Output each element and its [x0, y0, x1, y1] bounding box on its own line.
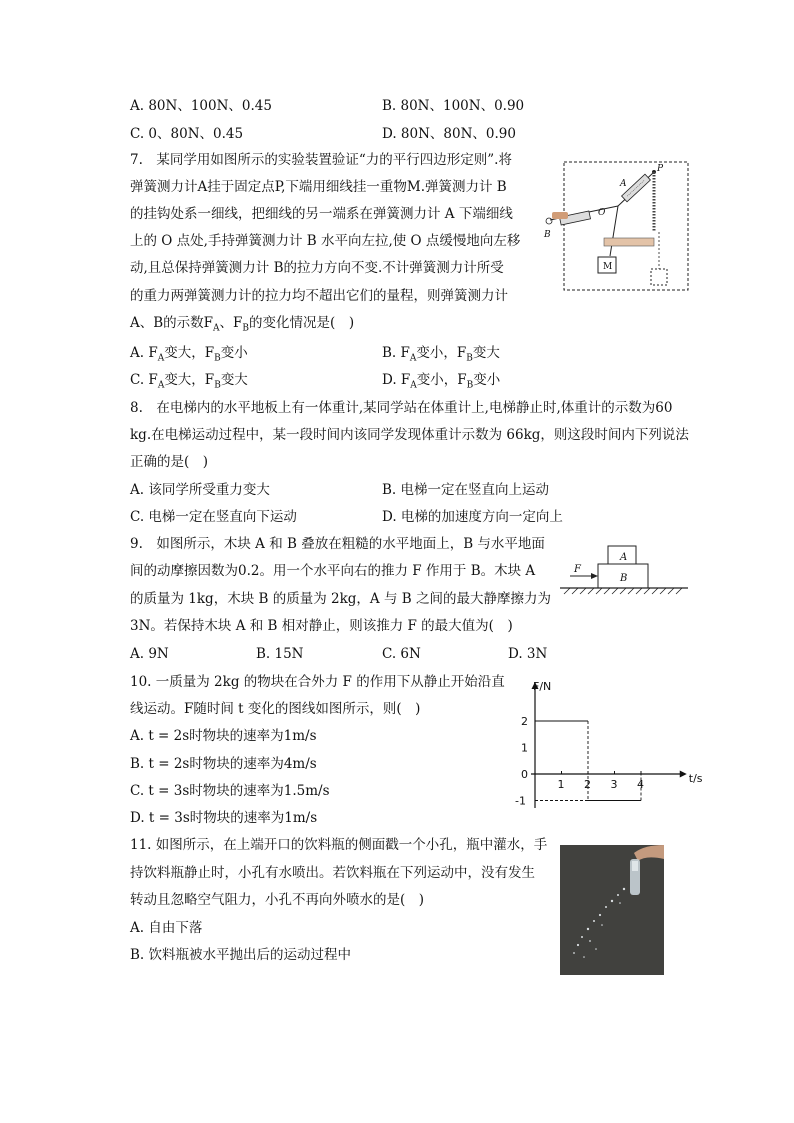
q9-ground-hatch — [564, 588, 682, 594]
q7-dashed-box — [651, 269, 667, 285]
q10-option-d: D. t = 3s时物块的速率为1m/s — [130, 810, 318, 826]
q6-option-d: D. 80N、80N、0.90 — [382, 126, 516, 142]
q7-hand-right — [604, 238, 654, 246]
q9-line-4: 3N。若保持木块 A 和 B 相对静止，则该推力 F 的最大值为( ) — [130, 618, 513, 634]
q8-line-1: 8. 在电梯内的水平地板上有一体重计,某同学站在体重计上,电梯静止时,体重计的示数为60 — [130, 400, 673, 416]
q9-option-a: A. 9N — [130, 646, 169, 662]
q7-option-c: C. $F_A$变大，$F_B$变大 — [130, 372, 248, 391]
q7-line-7: A、B的示数$F_A$、$F_B$的变化情况是( ) — [130, 315, 355, 334]
q7-line-3: 的挂钩处系一细线，把细线的另一端系在弹簧测力计 A 下端细线 — [130, 206, 513, 222]
q11-line-2: 持饮料瓶静止时，小孔有水喷出。若饮料瓶在下列运动中，没有发生 — [130, 865, 535, 881]
q7-label-b: B — [544, 230, 551, 240]
q9-label-b: B — [620, 573, 628, 584]
q11-bottle-photo — [560, 845, 664, 975]
q10-line-1: 10. 一质量为 2kg 的物块在合外力 F 的作用下从静止开始沿直 — [130, 674, 505, 690]
q10-option-c: C. t = 3s时物块的速率为1.5m/s — [130, 783, 330, 799]
q10-x-axis-arrow — [680, 771, 687, 778]
q9-arrow-head — [591, 573, 598, 579]
q8-line-3: 正确的是( ) — [130, 454, 209, 470]
q7-option-b: B. $F_A$变小，$F_B$变大 — [382, 345, 500, 364]
q10-x-tick-3: 3 — [610, 778, 618, 791]
q9-line-3: 的质量为 1kg，木块 B 的质量为 2kg，A 与 B 之间的最大静摩擦力为 — [130, 591, 551, 607]
q6-option-c: C. 0、80N、0.45 — [130, 126, 244, 142]
q9-option-d: D. 3N — [508, 646, 548, 662]
q7-label-m: M — [603, 262, 613, 272]
q8-option-a: A. 该同学所受重力变大 — [130, 482, 270, 498]
q7-label-p: P — [657, 164, 664, 174]
q7-label-o: O — [598, 208, 606, 218]
q10-option-b: B. t = 2s时物块的速率为4m/s — [130, 756, 317, 772]
q8-line-2: kg.在电梯运动过程中，某一段时间内该同学发现体重计示数为 66kg，则这段时间内下列说法 — [130, 427, 689, 443]
q7-line-5: 动,且总保持弹簧测力计 B的拉力方向不变.不计弹簧测力计所受 — [130, 260, 504, 276]
q6-option-a: A. 80N、100N、0.45 — [130, 98, 272, 114]
q7-line-2: 弹簧测力计A挂于固定点P,下端用细线挂一重物M.弹簧测力计 B — [130, 179, 507, 195]
q10-x-axis-label: t/s — [688, 772, 703, 785]
q10-option-a: A. t = 2s时物块的速率为1m/s — [130, 728, 317, 744]
q11-option-b: B. 饮料瓶被水平抛出后的运动过程中 — [130, 947, 352, 963]
q8-option-d: D. 电梯的加速度方向一定向上 — [382, 509, 563, 525]
q7-string-om — [610, 206, 618, 256]
q9-label-f: F — [574, 564, 581, 575]
q8-option-b: B. 电梯一定在竖直向上运动 — [382, 482, 550, 498]
q9-option-c: C. 6N — [382, 646, 421, 662]
q11-option-a: A. 自由下落 — [130, 920, 203, 936]
q10-x-tick-1: 1 — [557, 778, 565, 791]
q9-figure — [560, 542, 690, 602]
q10-x-tick-4: 4 — [637, 778, 644, 791]
q10-y-tick-1: 1 — [521, 741, 528, 755]
q11-line-3: 转动且忽略空气阻力，小孔不再向外喷水的是( ) — [130, 892, 425, 908]
q7-line-4: 上的 O 点处,手持弹簧测力计 B 水平向左拉,使 O 点缓慢地向左移 — [130, 233, 521, 249]
q7-line-6: 的重力两弹簧测力计的拉力均不超出它们的量程，则弹簧测力计 — [130, 288, 508, 304]
q9-option-b: B. 15N — [256, 646, 304, 662]
q10-force-time-chart — [505, 676, 703, 814]
q7-label-a: A — [620, 179, 627, 189]
q10-x-tick-2: 2 — [584, 778, 591, 791]
q7-option-d: D. $F_A$变小，$F_B$变小 — [382, 372, 501, 391]
q9-line-2: 间的动摩擦因数为0.2。用一个水平向右的推力 F 作用于 B。木块 A — [130, 563, 536, 579]
q8-option-c: C. 电梯一定在竖直向下运动 — [130, 509, 297, 525]
q7-line-1: 7. 某同学用如图所示的实验装置验证“力的平行四边形定则”.将 — [130, 152, 512, 168]
q10-line-2: 线运动。F随时间 t 变化的图线如图所示，则( ) — [130, 701, 421, 717]
q7-option-a: A. $F_A$变大，$F_B$变小 — [130, 345, 248, 364]
q9-line-1: 9. 如图所示，木块 A 和 B 叠放在粗糙的水平地面上，B 与水平地面 — [130, 536, 545, 552]
q6-option-b: B. 80N、100N、0.90 — [382, 98, 525, 114]
q9-label-a: A — [620, 552, 628, 563]
q11-line-1: 11. 如图所示，在上端开口的饮料瓶的侧面戳一个小孔，瓶中灌水，手 — [130, 837, 548, 853]
q10-y-tick-neg1: -1 — [515, 794, 526, 808]
q10-y-tick-2: 2 — [521, 715, 528, 728]
q10-y-tick-0: 0 — [521, 768, 528, 781]
q7-hand-left — [552, 212, 568, 219]
q7-figure — [540, 158, 692, 294]
q10-y-axis-label: F/N — [533, 680, 552, 693]
